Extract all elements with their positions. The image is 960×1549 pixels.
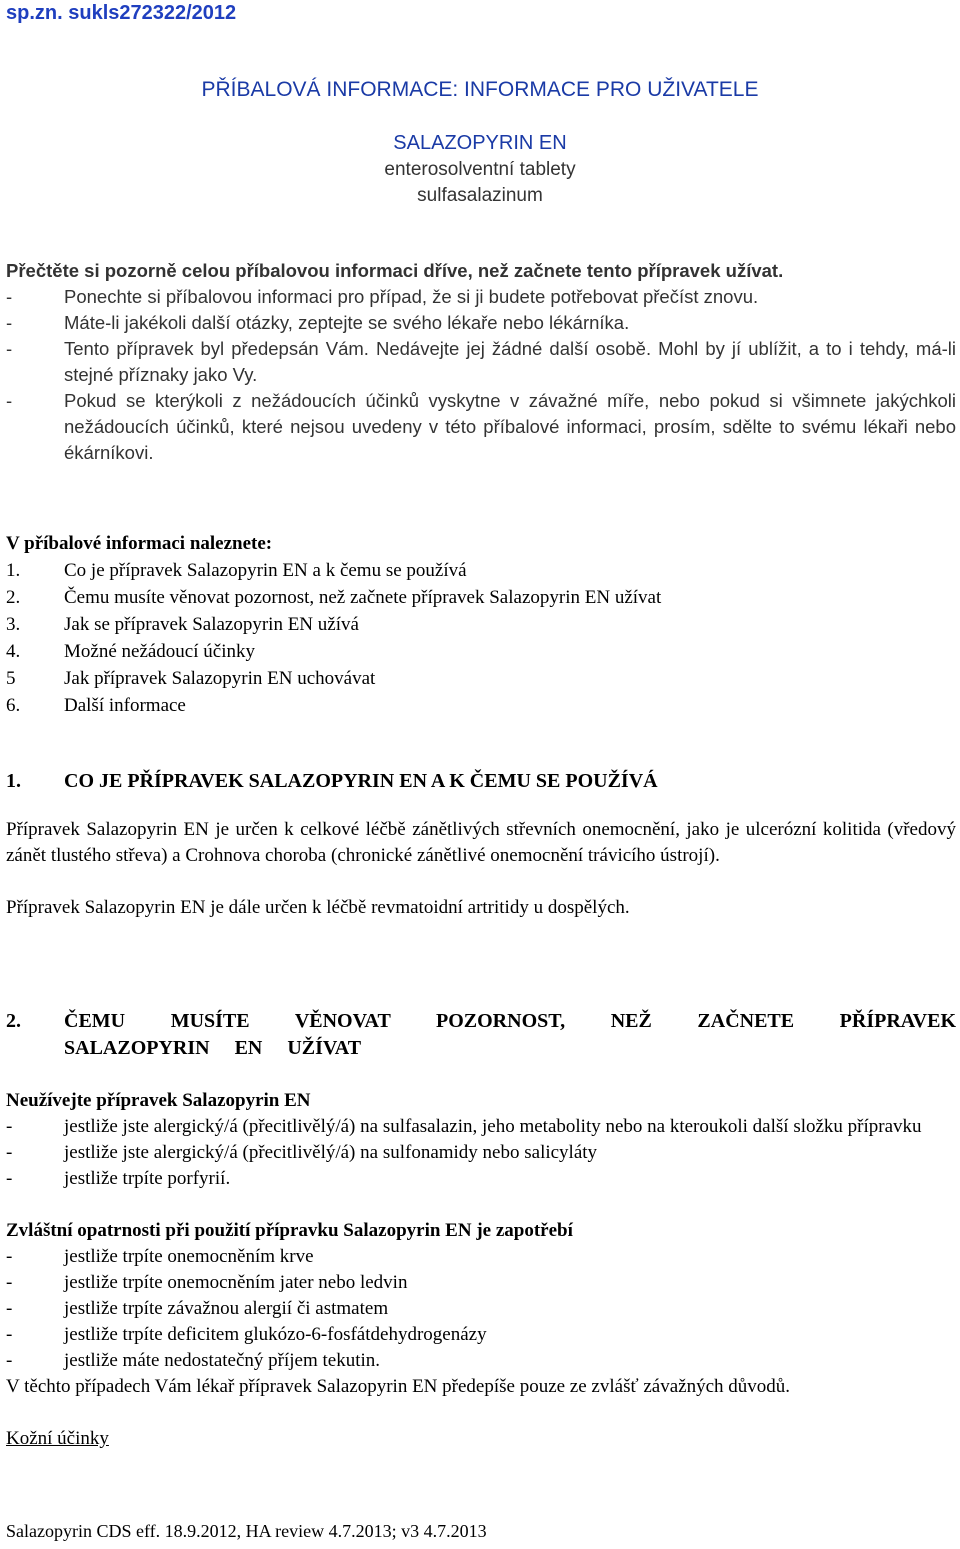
product-name: SALAZOPYRIN EN	[393, 132, 567, 154]
intro-lead: Přečtěte si pozorně celou příbalovou informaci dříve, než začnete tento přípravek užívat.	[6, 260, 784, 281]
contra-item: - jestliže jste alergický/á (přecitlivělý/á) na sulfonamidy nebo salicyláty	[6, 1142, 598, 1163]
caution-item: - jestliže trpíte závažnou alergií či astmatem	[6, 1298, 389, 1319]
dosage-form: enterosolventní tablety	[384, 159, 576, 180]
leaflet-title: PŘÍBALOVÁ INFORMACE: INFORMACE PRO UŽIVATELE	[201, 78, 759, 101]
section-2-heading: 2. ČEMU MUSÍTE VĚNOVAT POZORNOST, NEŽ ZAČNETE PŘÍPRAVEK SALAZOPYRIN EN UŽÍVAT	[6, 1010, 956, 1059]
toc-item: 3. Jak se přípravek Salazopyrin EN užívá	[6, 614, 359, 635]
skin-effects-heading: Kožní účinky	[6, 1428, 109, 1449]
active-substance: sulfasalazinum	[417, 185, 543, 206]
intro-block	[6, 258, 956, 466]
toc-item: 5 Jak přípravek Salazopyrin EN uchovávat	[6, 668, 376, 689]
contra-item: - jestliže jste alergický/á (přecitlivělý/á) na sulfasalazin, jeho metabolity nebo na kteroukoli další složku přípravku	[6, 1116, 922, 1137]
section-1-para: Přípravek Salazopyrin EN je určen k celkové léčbě zánětlivých střevních onemocnění, jako je ulcerózní kolitida (vředový zánět tlustého střeva) a Crohnova choroba (chronické zánětlivé onemocnění trávicího ústrojí).	[6, 819, 956, 866]
intro-item: - Tento přípravek byl předepsán Vám. Nedávejte jej žádné další osobě. Mohl by jí ublížit, a to i tehdy, má-li stejné příznaky jako Vy.	[6, 338, 956, 385]
intro-item: - Máte-li jakékoli další otázky, zeptejte se svého lékaře nebo lékárníka.	[6, 312, 630, 333]
contra-item: - jestliže trpíte porfyrií.	[6, 1168, 231, 1189]
toc-heading: V příbalové informaci naleznete:	[6, 533, 273, 554]
caution-note: V těchto případech Vám lékař přípravek Salazopyrin EN předepíše pouze ze zvlášť závažných důvodů.	[6, 1376, 791, 1397]
section-1-heading: 1. CO JE PŘÍPRAVEK SALAZOPYRIN EN A K ČEMU SE POUŽÍVÁ	[6, 770, 658, 792]
toc-item: 2. Čemu musíte věnovat pozornost, než začnete přípravek Salazopyrin EN užívat	[6, 587, 662, 608]
section-1-para: Přípravek Salazopyrin EN je dále určen k léčbě revmatoidní artritidy u dospělých.	[6, 897, 630, 918]
toc	[6, 530, 956, 719]
intro-item: - Pokud se kterýkoli z nežádoucích účinků vyskytne v závažné míře, nebo pokud si všimnete jakýchkoli nežádoucích účinků, které nejsou uvedeny v této příbalové informaci, prosím, sdělte to svému lékaři nebo ékárníkovi.	[6, 390, 956, 463]
toc-item: 6. Další informace	[6, 695, 186, 716]
section-2	[6, 1008, 956, 1452]
caution-item: - jestliže máte nedostatečný příjem tekutin.	[6, 1350, 381, 1371]
caution-heading: Zvláštní opatrnosti při použití přípravku Salazopyrin EN je zapotřebí	[6, 1220, 573, 1241]
section-1	[6, 768, 956, 921]
toc-item: 1. Co je přípravek Salazopyrin EN a k čemu se používá	[6, 560, 467, 581]
caution-item: - jestliže trpíte onemocněním jater nebo ledvin	[6, 1272, 408, 1293]
caution-item: - jestliže trpíte deficitem glukózo-6-fosfátdehydrogenázy	[6, 1324, 487, 1345]
footer: Salazopyrin CDS eff. 18.9.2012, HA review 4.7.2013; v3 4.7.2013	[6, 1521, 487, 1541]
document-reference: sp.zn. sukls272322/2012	[6, 2, 237, 24]
intro-item: - Ponechte si příbalovou informaci pro případ, že si ji budete potřebovat přečíst znovu.	[6, 286, 759, 307]
contraindications-heading: Neužívejte přípravek Salazopyrin EN	[6, 1090, 311, 1111]
toc-item: 4. Možné nežádoucí účinky	[6, 641, 255, 662]
caution-item: - jestliže trpíte onemocněním krve	[6, 1246, 314, 1267]
